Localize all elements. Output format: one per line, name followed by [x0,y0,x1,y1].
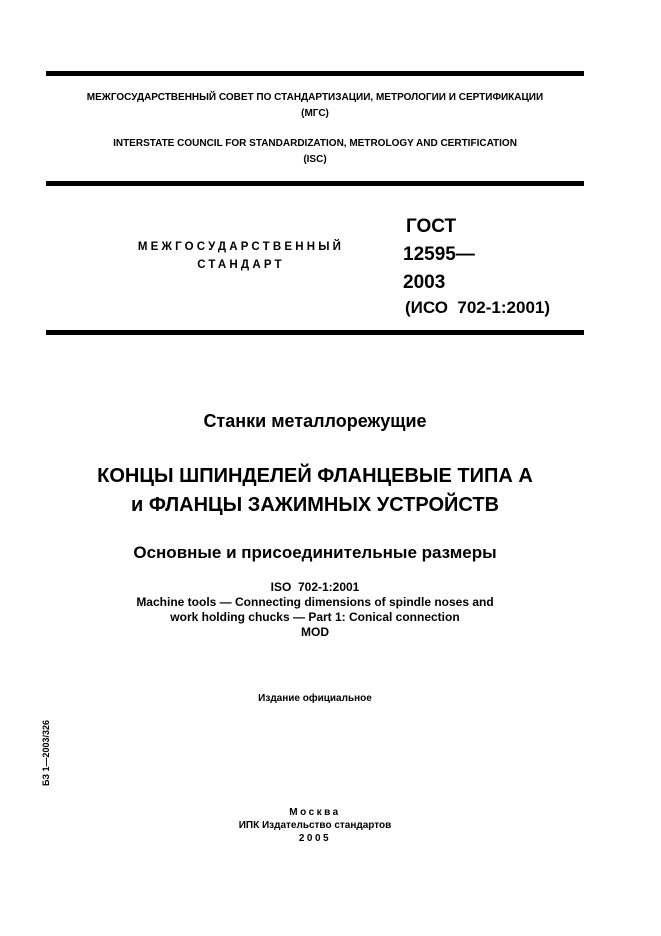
subtitle: Основные и присоединительные размеры [133,543,497,562]
iso-block [46,580,584,640]
iso-title-line1: Machine tools — Connecting dimensions of spindle noses and [136,595,494,609]
imprint-year: 2005 [298,833,332,844]
gost-label: ГОСТ [406,216,457,237]
standard-type [96,238,386,274]
standard-type-line2: СТАНДАРТ [197,259,285,271]
council-en [46,136,584,168]
iso-mod: MOD [301,625,329,639]
header-bottom-rule [46,181,584,186]
iso-code: ISO 702-1:2001 [270,580,360,594]
imprint [46,806,584,845]
designation-bottom-rule [46,330,584,335]
imprint-publisher: ИПК Издательство стандартов [238,820,392,831]
standard-type-line1: МЕЖГОСУДАРСТВЕННЫЙ [137,241,345,253]
side-code: БЗ 1—2003/326 [41,719,51,787]
main-title-line1: КОНЦЫ ШПИНДЕЛЕЙ ФЛАНЦЕВЫЕ ТИПА А [97,465,533,487]
gost-number: 12595— [403,244,475,265]
main-title [30,462,600,520]
edition: Издание официальное [258,693,372,704]
iso-reference: (ИСО 702-1:2001) [405,298,551,317]
gost-year: 2003 [403,272,446,293]
council-en-line2: (ISC) [303,154,327,165]
council-ru [46,90,584,122]
imprint-city: Москва [289,807,341,818]
main-title-line2: и ФЛАНЦЫ ЗАЖИМНЫХ УСТРОЙСТВ [130,494,500,516]
top-rule [46,71,584,76]
iso-title-line2: work holding chucks — Part 1: Conical connection [170,610,460,624]
group-title: Станки металлорежущие [203,411,427,431]
council-en-line1: INTERSTATE COUNCIL FOR STANDARDIZATION, METROLOGY AND CERTIFICATION [113,138,517,149]
council-ru-line2: (МГС) [301,108,329,119]
council-ru-line1: МЕЖГОСУДАРСТВЕННЫЙ СОВЕТ ПО СТАНДАРТИЗАЦИИ, МЕТРОЛОГИИ И СЕРТИФИКАЦИИ [86,92,544,103]
